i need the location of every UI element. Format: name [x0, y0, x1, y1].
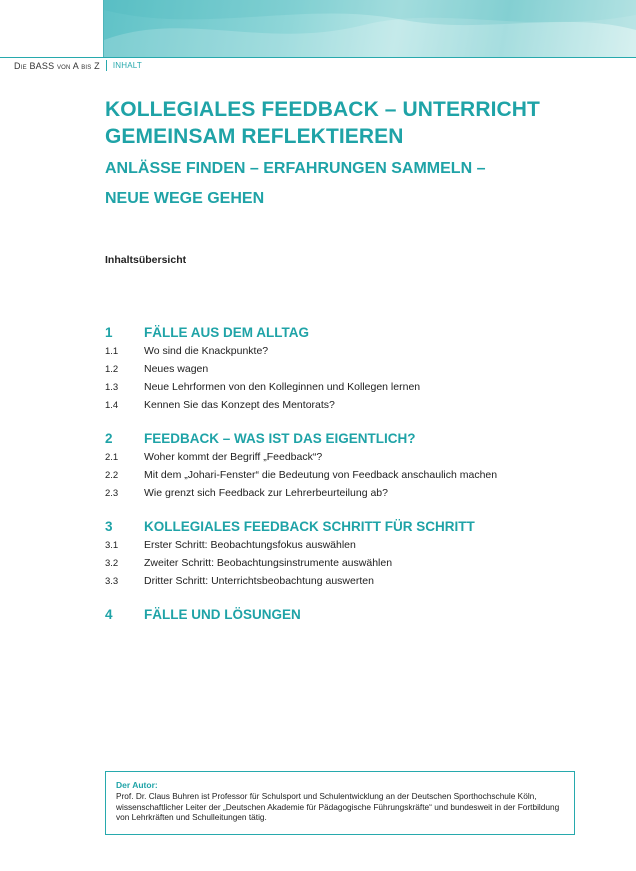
toc-item-text: Wie grenzt sich Feedback zur Lehrerbeurteilung ab?	[144, 487, 388, 499]
toc-section-4[interactable]	[105, 604, 585, 624]
toc-item-text: Kennen Sie das Konzept des Mentorats?	[144, 399, 335, 411]
toc-section-title: FÄLLE UND LÖSUNGEN	[144, 606, 301, 622]
author-label: Der Autor:	[116, 780, 158, 790]
toc-section-number: 1	[105, 324, 113, 340]
toc-item[interactable]	[105, 360, 585, 378]
toc-section-title: KOLLEGIALES FEEDBACK SCHRITT FÜR SCHRITT	[144, 518, 475, 534]
toc-item[interactable]	[105, 484, 585, 502]
toc-gap	[105, 502, 585, 516]
toc-section-number: 2	[105, 430, 113, 446]
toc-item[interactable]	[105, 396, 585, 414]
toc-item[interactable]	[105, 448, 585, 466]
toc-item-text: Mit dem „Johari-Fenster“ die Bedeutung von Feedback anschaulich machen	[144, 469, 498, 481]
page-title-line-2: GEMEINSAM REFLEKTIEREN	[105, 125, 404, 148]
toc-section-1[interactable]	[105, 322, 585, 342]
toc-section-title: FEEDBACK – WAS IST DAS EIGENTLICH?	[144, 430, 416, 446]
toc-item-number: 1.1	[105, 345, 119, 357]
toc-item-number: 3.3	[105, 575, 119, 587]
toc-section-number: 4	[105, 606, 113, 622]
header-rule	[0, 57, 636, 58]
toc-item-text: Zweiter Schritt: Beobachtungsinstrumente auswählen	[144, 557, 393, 569]
toc-item-number: 2.2	[105, 469, 119, 481]
author-box	[105, 771, 575, 835]
toc-item-text: Dritter Schritt: Unterrichtsbeobachtung auswerten	[144, 575, 374, 587]
toc-item[interactable]	[105, 572, 585, 590]
breadcrumb-section: INHALT	[112, 61, 142, 70]
toc-item[interactable]	[105, 378, 585, 396]
overview-heading: Inhaltsübersicht	[105, 254, 187, 266]
toc-item-number: 3.2	[105, 557, 119, 569]
page-title-line-1: KOLLEGIALES FEEDBACK – UNTERRICHT	[105, 98, 540, 121]
toc-item-text: Woher kommt der Begriff „Feedback“?	[144, 451, 323, 463]
breadcrumb-series: Die BASS von A bis Z	[14, 60, 100, 71]
toc-item-number: 2.3	[105, 487, 119, 499]
page-subtitle-line-1: ANLÄSSE FINDEN – ERFAHRUNGEN SAMMELN –	[105, 160, 486, 177]
toc-item-text: Neue Lehrformen von den Kolleginnen und Kollegen lernen	[144, 381, 421, 393]
table-of-contents	[105, 322, 585, 624]
header-divider	[103, 0, 104, 57]
toc-item-number: 1.2	[105, 363, 119, 375]
title-block	[105, 96, 605, 214]
toc-section-number: 3	[105, 518, 113, 534]
toc-gap	[105, 414, 585, 428]
breadcrumb	[14, 60, 142, 71]
header-left-blank	[0, 0, 104, 57]
toc-section-2[interactable]	[105, 428, 585, 448]
toc-item-text: Wo sind die Knackpunkte?	[144, 345, 269, 357]
toc-section-title: FÄLLE AUS DEM ALLTAG	[144, 324, 309, 340]
toc-item-number: 3.1	[105, 539, 119, 551]
toc-item[interactable]	[105, 536, 585, 554]
toc-item-number: 1.3	[105, 381, 119, 393]
toc-item-number: 2.1	[105, 451, 119, 463]
toc-item[interactable]	[105, 554, 585, 572]
toc-item[interactable]	[105, 466, 585, 484]
author-text: Prof. Dr. Claus Buhren ist Professor für Schulsport und Schulentwicklung an der Deutschen Sporthochschule Köln, wissenschaftlicher Leiter der „Deutschen Akademie für Pädagogische Führungskräfte“ und bundesweit in der Fortbildung von Lehrkräften und Schulleitungen tätig.	[116, 791, 560, 822]
toc-item[interactable]	[105, 342, 585, 360]
breadcrumb-separator	[106, 60, 107, 71]
toc-gap	[105, 590, 585, 604]
toc-item-number: 1.4	[105, 399, 119, 411]
toc-item-text: Erster Schritt: Beobachtungsfokus auswählen	[144, 539, 356, 551]
toc-item-text: Neues wagen	[144, 363, 209, 375]
toc-section-3[interactable]	[105, 516, 585, 536]
page-subtitle-line-2: NEUE WEGE GEHEN	[105, 190, 265, 207]
banner-wave-graphic	[104, 0, 636, 57]
